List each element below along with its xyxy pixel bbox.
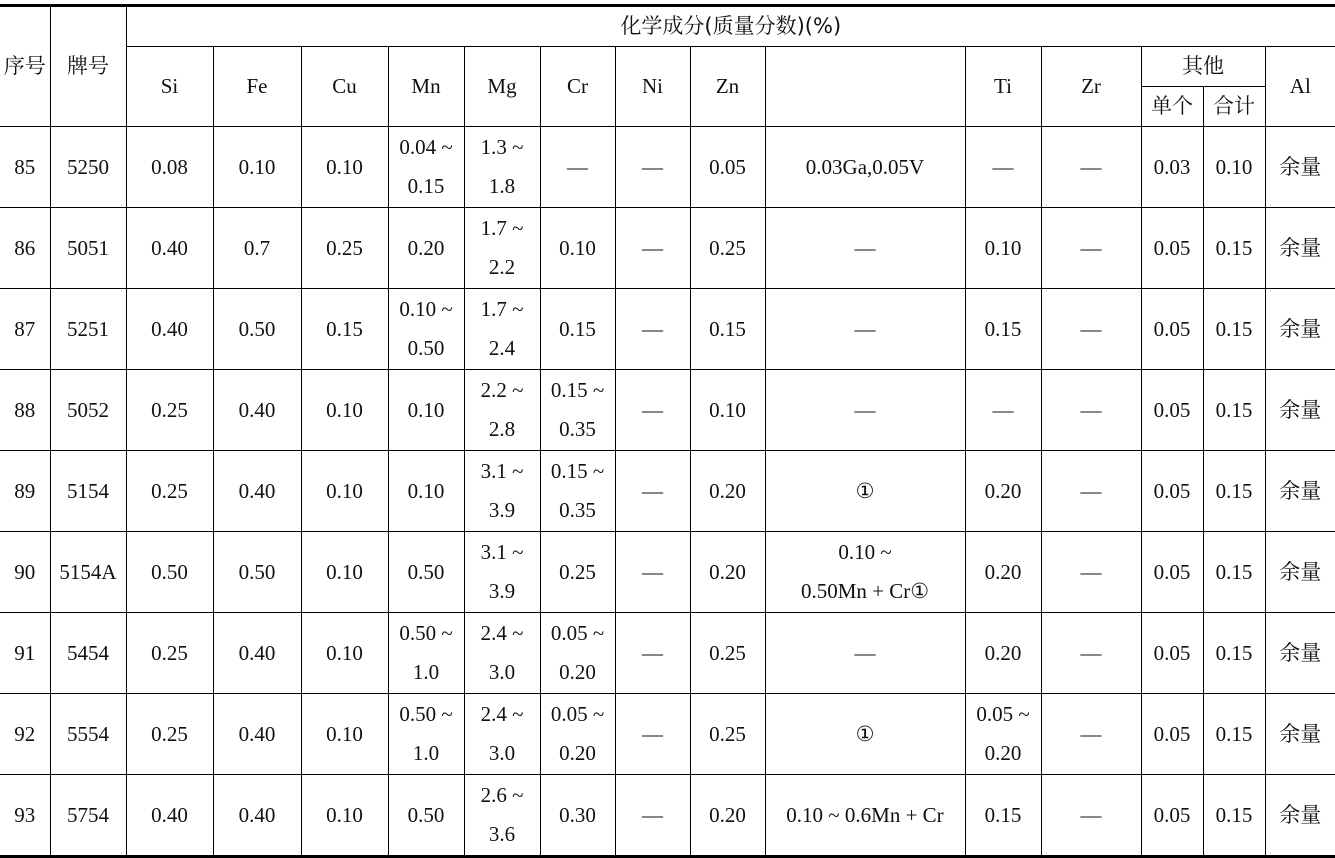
cell-ti-line: 0.10 [984,235,1022,260]
cell-fe: 0.50 [213,289,301,370]
cell-fe: 0.50 [213,532,301,613]
header-element-zn: Zn [690,47,765,127]
cell-zr: — [1041,370,1141,451]
cell-seq: 93 [0,775,50,857]
cell-al: 余量 [1265,532,1335,613]
cell-zn: 0.10 [690,370,765,451]
cell-zn: 0.05 [690,127,765,208]
cell-zn: 0.20 [690,775,765,857]
cell-ni: — [615,694,690,775]
cell-cr-line: 0.05 ~ [550,621,605,645]
header-composition: 化学成分(质量分数)(%) [126,6,1335,47]
cell-fe: 0.7 [213,208,301,289]
cell-extra [765,451,965,532]
cell-cr-line: 0.35 [559,498,596,522]
cell-zr: — [1041,127,1141,208]
cell-ti [965,532,1041,613]
cell-seq: 85 [0,127,50,208]
cell-mn [388,451,464,532]
cell-ti-line: — [992,154,1014,179]
cell-ti [965,775,1041,857]
cell-seq: 86 [0,208,50,289]
cell-zr: — [1041,532,1141,613]
cell-mg [464,127,540,208]
cell-si: 0.25 [126,370,213,451]
cell-ti [965,694,1041,775]
cell-cr-line: 0.20 [559,741,596,765]
cell-al: 余量 [1265,370,1335,451]
cell-mn [388,613,464,694]
cell-extra-line: 0.10 ~ [838,540,892,564]
cell-cr-line: 0.05 ~ [550,702,605,726]
table-row [0,451,1335,532]
cell-extra-line: — [854,316,876,341]
cell-mg-line: 3.1 ~ [480,459,524,483]
cell-zn: 0.25 [690,694,765,775]
cell-al: 余量 [1265,289,1335,370]
cell-mn-line: 0.10 ~ [399,297,453,321]
cell-ti-line: 0.20 [984,741,1022,765]
cell-zn: 0.20 [690,451,765,532]
cell-mn-line: 1.0 [412,660,440,684]
header-total: 合计 [1203,87,1265,127]
cell-cr [540,370,615,451]
cell-extra [765,613,965,694]
cell-si: 0.25 [126,694,213,775]
cell-extra-line: — [854,397,876,422]
cell-grade: 5052 [50,370,126,451]
cell-other-single: 0.05 [1141,289,1203,370]
table-row [0,532,1335,613]
cell-cr-line: 0.15 ~ [550,378,605,402]
cell-other-single: 0.05 [1141,775,1203,857]
cell-mg-line: 1.7 ~ [480,216,524,240]
cell-cu: 0.10 [301,370,388,451]
cell-fe: 0.40 [213,370,301,451]
cell-grade: 5251 [50,289,126,370]
cell-cu: 0.10 [301,613,388,694]
cell-mg [464,613,540,694]
cell-ti-line: 0.15 [984,802,1022,827]
cell-ni: — [615,451,690,532]
cell-mg-line: 2.4 [488,336,516,360]
cell-cu: 0.10 [301,532,388,613]
cell-other-total: 0.15 [1203,208,1265,289]
cell-cr [540,127,615,208]
cell-mn-line: 0.10 [407,478,445,503]
cell-mg-line: 1.8 [488,174,516,198]
cell-mn-line: 0.50 [407,336,445,360]
cell-mn-line: 0.20 [407,235,445,260]
cell-ni: — [615,370,690,451]
cell-cr-line: 0.25 [559,559,596,584]
cell-extra-line: — [854,235,876,260]
cell-mn-line: 1.0 [412,741,440,765]
cell-seq: 87 [0,289,50,370]
cell-cr-line: — [567,154,588,179]
cell-mg-line: 3.9 [488,498,516,522]
cell-ti-line: 0.20 [984,559,1022,584]
cell-fe: 0.40 [213,775,301,857]
cell-other-total: 0.15 [1203,694,1265,775]
cell-other-total: 0.15 [1203,370,1265,451]
cell-mg-line: 2.4 ~ [480,702,524,726]
cell-mg-line: 1.7 ~ [480,297,524,321]
cell-si: 0.25 [126,613,213,694]
cell-cr-line: 0.35 [559,417,596,441]
cell-grade: 5051 [50,208,126,289]
cell-other-single: 0.05 [1141,208,1203,289]
cell-other-total: 0.15 [1203,451,1265,532]
cell-other-total: 0.15 [1203,532,1265,613]
cell-other-single: 0.05 [1141,694,1203,775]
cell-extra [765,694,965,775]
cell-mg-line: 2.2 ~ [480,378,524,402]
cell-extra-line: 0.03Ga,0.05V [805,154,925,179]
cell-fe: 0.40 [213,613,301,694]
cell-zr: — [1041,289,1141,370]
cell-seq: 89 [0,451,50,532]
cell-extra-line: 0.10 ~ 0.6Mn + Cr [786,802,944,827]
header-element-extra [765,47,965,127]
table-row [0,289,1335,370]
cell-extra-line: ① [855,721,875,746]
cell-si: 0.40 [126,775,213,857]
cell-mg [464,208,540,289]
cell-mn-line: 0.50 [407,559,445,584]
cell-other-single: 0.05 [1141,451,1203,532]
cell-cr [540,208,615,289]
cell-cr [540,532,615,613]
cell-mg-line: 2.8 [488,417,516,441]
table-row [0,370,1335,451]
cell-other-total: 0.15 [1203,289,1265,370]
cell-seq: 90 [0,532,50,613]
cell-cu: 0.10 [301,694,388,775]
header-element-ni: Ni [615,47,690,127]
cell-ti [965,451,1041,532]
cell-cr [540,694,615,775]
cell-mg [464,289,540,370]
cell-mn-line: 0.15 [407,174,445,198]
cell-zr: — [1041,208,1141,289]
table-row [0,775,1335,857]
cell-grade: 5754 [50,775,126,857]
cell-zn: 0.25 [690,208,765,289]
header-element-fe: Fe [213,47,301,127]
cell-mg-line: 3.0 [488,660,516,684]
cell-grade: 5454 [50,613,126,694]
cell-cr [540,289,615,370]
cell-cr [540,775,615,857]
cell-ti-line: 0.20 [984,640,1022,665]
cell-seq: 91 [0,613,50,694]
cell-cu: 0.10 [301,451,388,532]
cell-mn-line: 0.10 [407,397,445,422]
cell-extra [765,208,965,289]
cell-zr: — [1041,694,1141,775]
cell-si: 0.40 [126,208,213,289]
cell-cu: 0.15 [301,289,388,370]
cell-al: 余量 [1265,613,1335,694]
cell-mg [464,775,540,857]
cell-other-total: 0.10 [1203,127,1265,208]
cell-si: 0.25 [126,451,213,532]
cell-zr: — [1041,451,1141,532]
cell-other-single: 0.05 [1141,370,1203,451]
cell-mn-line: 0.50 ~ [399,702,453,726]
cell-cr-line: 0.15 [559,316,596,341]
cell-mn-line: 0.04 ~ [399,135,453,159]
cell-si: 0.40 [126,289,213,370]
table-row [0,613,1335,694]
cell-mn [388,127,464,208]
cell-ti [965,613,1041,694]
cell-ni: — [615,208,690,289]
header-element-mn: Mn [388,47,464,127]
cell-ni: — [615,532,690,613]
cell-mn [388,370,464,451]
cell-mg [464,532,540,613]
cell-mg-line: 3.0 [488,741,516,765]
cell-mn [388,775,464,857]
cell-cr [540,613,615,694]
cell-mg [464,694,540,775]
cell-extra [765,289,965,370]
cell-cr-line: 0.20 [559,660,596,684]
cell-zr: — [1041,775,1141,857]
cell-mn-line: 0.50 [407,802,445,827]
cell-extra [765,127,965,208]
cell-zn: 0.25 [690,613,765,694]
cell-other-total: 0.15 [1203,613,1265,694]
table-row [0,127,1335,208]
header-other: 其他 [1141,47,1265,87]
cell-si: 0.50 [126,532,213,613]
cell-mg-line: 2.4 ~ [480,621,524,645]
cell-other-single: 0.03 [1141,127,1203,208]
cell-grade: 5154 [50,451,126,532]
cell-mg-line: 2.2 [488,255,516,279]
header-element-ti: Ti [965,47,1041,127]
cell-grade: 5554 [50,694,126,775]
cell-extra-line: ① [855,478,875,503]
header-seq: 序号 [0,6,50,127]
cell-si: 0.08 [126,127,213,208]
cell-ni: — [615,289,690,370]
cell-cu: 0.25 [301,208,388,289]
cell-al: 余量 [1265,775,1335,857]
cell-extra-line: — [854,640,876,665]
cell-ti-line: 0.15 [984,316,1022,341]
cell-mg-line: 3.6 [488,822,516,846]
header-single: 单个 [1141,87,1203,127]
cell-ti [965,289,1041,370]
cell-cr-line: 0.15 ~ [550,459,605,483]
cell-extra-line: 0.50Mn + Cr① [800,579,930,603]
header-al: Al [1265,47,1335,127]
cell-al: 余量 [1265,451,1335,532]
cell-other-single: 0.05 [1141,613,1203,694]
cell-cu: 0.10 [301,127,388,208]
cell-ti [965,127,1041,208]
cell-mg-line: 3.1 ~ [480,540,524,564]
cell-grade: 5250 [50,127,126,208]
header-grade: 牌号 [50,6,126,127]
cell-ti-line: — [992,397,1014,422]
cell-extra [765,532,965,613]
cell-cr-line: 0.10 [559,235,596,260]
cell-mg-line: 2.6 ~ [480,783,524,807]
cell-extra [765,775,965,857]
cell-mn [388,289,464,370]
cell-ti-line: 0.20 [984,478,1022,503]
cell-ni: — [615,127,690,208]
cell-fe: 0.40 [213,694,301,775]
header-element-cu: Cu [301,47,388,127]
cell-grade: 5154A [50,532,126,613]
cell-ni: — [615,775,690,857]
cell-mn [388,532,464,613]
cell-seq: 92 [0,694,50,775]
cell-fe: 0.40 [213,451,301,532]
cell-mn [388,208,464,289]
cell-al: 余量 [1265,208,1335,289]
cell-extra [765,370,965,451]
table-row [0,694,1335,775]
cell-seq: 88 [0,370,50,451]
cell-ni: — [615,613,690,694]
cell-cu: 0.10 [301,775,388,857]
cell-cr-line: 0.30 [559,802,596,827]
header-element-cr: Cr [540,47,615,127]
composition-table [0,4,1335,858]
cell-ti [965,208,1041,289]
cell-mn [388,694,464,775]
cell-mn-line: 0.50 ~ [399,621,453,645]
cell-al: 余量 [1265,694,1335,775]
cell-zr: — [1041,613,1141,694]
cell-zn: 0.15 [690,289,765,370]
cell-mg-line: 1.3 ~ [480,135,524,159]
cell-mg [464,451,540,532]
cell-mg [464,370,540,451]
cell-ti-line: 0.05 ~ [976,702,1030,726]
cell-cr [540,451,615,532]
cell-fe: 0.10 [213,127,301,208]
cell-other-single: 0.05 [1141,532,1203,613]
cell-al: 余量 [1265,127,1335,208]
cell-other-total: 0.15 [1203,775,1265,857]
cell-ti [965,370,1041,451]
header-element-zr: Zr [1041,47,1141,127]
table-row [0,208,1335,289]
header-element-mg: Mg [464,47,540,127]
cell-zn: 0.20 [690,532,765,613]
cell-mg-line: 3.9 [488,579,516,603]
header-element-si: Si [126,47,213,127]
